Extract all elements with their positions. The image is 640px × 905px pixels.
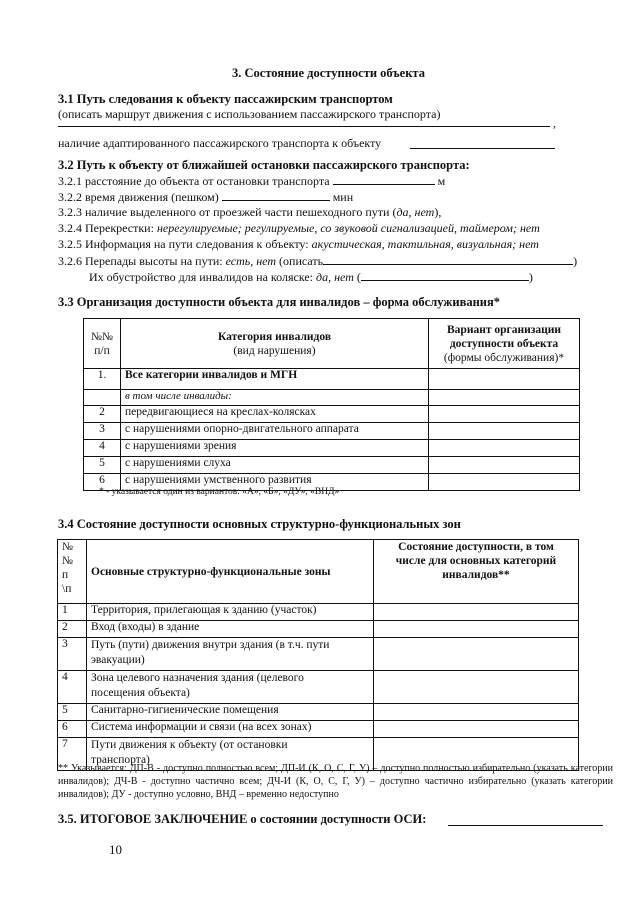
section-3-3-note: * - указывается один из вариантов: «А», «Б», «ДУ», «ВНД»: [99, 487, 340, 497]
table-row-variant-cell[interactable]: [429, 406, 580, 423]
table-row-category: с нарушениями зрения: [121, 440, 429, 457]
table-row-number: 6: [84, 474, 121, 491]
table-row-status-cell[interactable]: [374, 671, 579, 704]
item-3-2-1-unit: м: [437, 174, 446, 188]
table-row-number: 6: [58, 721, 87, 738]
table-row-number: 1.: [84, 369, 121, 390]
height-description-field[interactable]: [323, 253, 573, 265]
time-field[interactable]: [222, 189, 330, 201]
wheelchair-open: (: [353, 270, 361, 284]
table-row-status-cell[interactable]: [374, 638, 579, 671]
table-row-zone: Система информации и связи (на всех зонах): [87, 721, 374, 738]
section-3-3-heading: 3.3 Организация доступности объекта для инвалидов – форма обслуживания*: [58, 295, 500, 309]
zones-col-status-header: Состояние доступности, в том числе для основных категорий инвалидов**: [374, 540, 579, 604]
item-3-2-3-options[interactable]: да, нет: [396, 205, 435, 219]
item-3-2-4-options[interactable]: нерегулируемые; регулируемые, со звуковой сигнализацией, таймером; нет: [156, 221, 540, 235]
item-3-2-2-label: 3.2.2 время движения (пешком): [58, 190, 219, 204]
item-3-2-5: [58, 237, 539, 251]
table-row-status-cell[interactable]: [374, 604, 579, 621]
wheelchair-options[interactable]: да, нет: [316, 270, 354, 284]
table-row-variant-cell[interactable]: [429, 423, 580, 440]
table-row-variant-cell[interactable]: [429, 457, 580, 474]
route-field[interactable]: [58, 116, 550, 127]
table-row-number: 3: [84, 423, 121, 440]
item-3-2-2-unit: мин: [332, 190, 354, 204]
item-3-2-3-close: ),: [434, 205, 442, 219]
conclusion-field[interactable]: [448, 812, 603, 826]
wheelchair-close: ): [528, 270, 533, 284]
section-3-5-heading: 3.5. ИТОГОВОЕ ЗАКЛЮЧЕНИЕ о состоянии доступности ОСИ:: [58, 812, 427, 826]
service-form-table: [83, 318, 580, 491]
table-subheader: в том числе инвалиды:: [121, 390, 429, 406]
zones-col-number-header: № № п \п: [58, 540, 87, 604]
table-row-zone: Пути движения к объекту (от остановки транспорта): [87, 738, 374, 771]
item-3-2-6-wheelchair: [89, 269, 533, 284]
wheelchair-label: Их обустройство для инвалидов на коляске:: [89, 270, 317, 284]
item-3-2-6-close: ): [573, 254, 578, 268]
table-row-status-cell[interactable]: [374, 704, 579, 721]
section-3-1-line2: наличие адаптированного пассажирского транспорта к объекту: [58, 136, 382, 150]
table-row-number: 5: [84, 457, 121, 474]
table-row-variant-cell[interactable]: [429, 369, 580, 390]
item-3-2-3-label: 3.2.3 наличие выделенного от проезжей части пешеходного пути (: [58, 205, 397, 219]
item-3-2-6: [58, 253, 577, 268]
item-3-2-1: [58, 173, 445, 188]
section-3-2-heading: 3.2 Путь к объекту от ближайшей остановки пассажирского транспорта:: [58, 158, 470, 172]
distance-field[interactable]: [333, 173, 435, 185]
col-variant-header: Вариант организации доступности объекта (формы обслуживания)*: [429, 319, 580, 369]
section-3-4-heading: 3.4 Состояние доступности основных структурно-функциональных зон: [58, 517, 461, 531]
table-row-category: Все категории инвалидов и МГН: [121, 369, 429, 390]
table-row-zone: Территория, прилегающая к зданию (участок): [87, 604, 374, 621]
table-row-variant-cell[interactable]: [429, 390, 580, 406]
item-3-2-4-label: 3.2.4 Перекрестки:: [58, 221, 157, 235]
item-3-2-1-label: 3.2.1 расстояние до объекта от остановки транспорта: [58, 174, 330, 188]
table-row-number: 3: [58, 638, 87, 671]
item-3-2-6-label: 3.2.6 Перепады высоты на пути:: [58, 254, 226, 268]
table-row-number: 7: [58, 738, 87, 771]
zones-table: [57, 539, 579, 771]
table-row-number: 4: [58, 671, 87, 704]
table-row-status-cell[interactable]: [374, 721, 579, 738]
section-3-1-line1: (описать маршрут движения с использованием пассажирского транспорта): [58, 107, 441, 121]
table-row-number: 5: [58, 704, 87, 721]
item-3-2-4: [58, 221, 540, 235]
table-row-category: передвигающиеся на креслах-колясках: [121, 406, 429, 423]
col-category-header: Категория инвалидов (вид нарушения): [121, 319, 429, 369]
item-3-2-3: [58, 205, 441, 219]
table-row-number: 4: [84, 440, 121, 457]
item-3-2-6-options[interactable]: есть, нет: [225, 254, 277, 268]
page-title: 3. Состояние доступности объекта: [232, 66, 425, 80]
comma: ,: [553, 116, 556, 130]
table-row-variant-cell[interactable]: [429, 440, 580, 457]
item-3-2-5-options[interactable]: акустическая, тактильная, визуальная; нет: [311, 237, 539, 251]
zones-col-zone-header: Основные структурно-функциональные зоны: [87, 540, 374, 604]
table-row-zone: Вход (входы) в здание: [87, 621, 374, 638]
page-number: 10: [109, 842, 122, 857]
table-row-category: с нарушениями умственного развития: [121, 474, 429, 491]
table-row-category: с нарушениями опорно-двигательного аппарата: [121, 423, 429, 440]
item-3-2-6-describe: (описать: [276, 254, 324, 268]
table-row-number: 1: [58, 604, 87, 621]
section-3-4-note: ** Указывается: ДП-В - доступно полностью всем; ДП-И (К, О, С, Г, У) – доступно полностью избирательно (указать категории инвалидов); ДЧ-В - доступно частично всем; ДЧ-И (К, О, С, Г, У) – доступно частично избирательно (указать категории инвалидов); ДУ - доступно условно, ВНД – временно недоступно: [58, 763, 613, 800]
section-3-1-heading: 3.1 Путь следования к объекту пассажирским транспортом: [58, 92, 393, 106]
col-number-header: №№ п/п: [84, 319, 121, 369]
table-row-zone: Санитарно-гигиенические помещения: [87, 704, 374, 721]
item-3-2-5-label: 3.2.5 Информация на пути следования к объекту:: [58, 237, 312, 251]
table-row-category: с нарушениями слуха: [121, 457, 429, 474]
adapted-transport-field[interactable]: [410, 137, 555, 149]
table-row-zone: Путь (пути) движения внутри здания (в т.ч. пути эвакуации): [87, 638, 374, 671]
table-row-zone: Зона целевого назначения здания (целевого посещения объекта): [87, 671, 374, 704]
table-row-number: 2: [58, 621, 87, 638]
table-row-status-cell[interactable]: [374, 621, 579, 638]
table-row-variant-cell[interactable]: [429, 474, 580, 491]
table-row-number: 2: [84, 406, 121, 423]
wheelchair-field[interactable]: [361, 269, 529, 281]
item-3-2-2: [58, 189, 353, 204]
